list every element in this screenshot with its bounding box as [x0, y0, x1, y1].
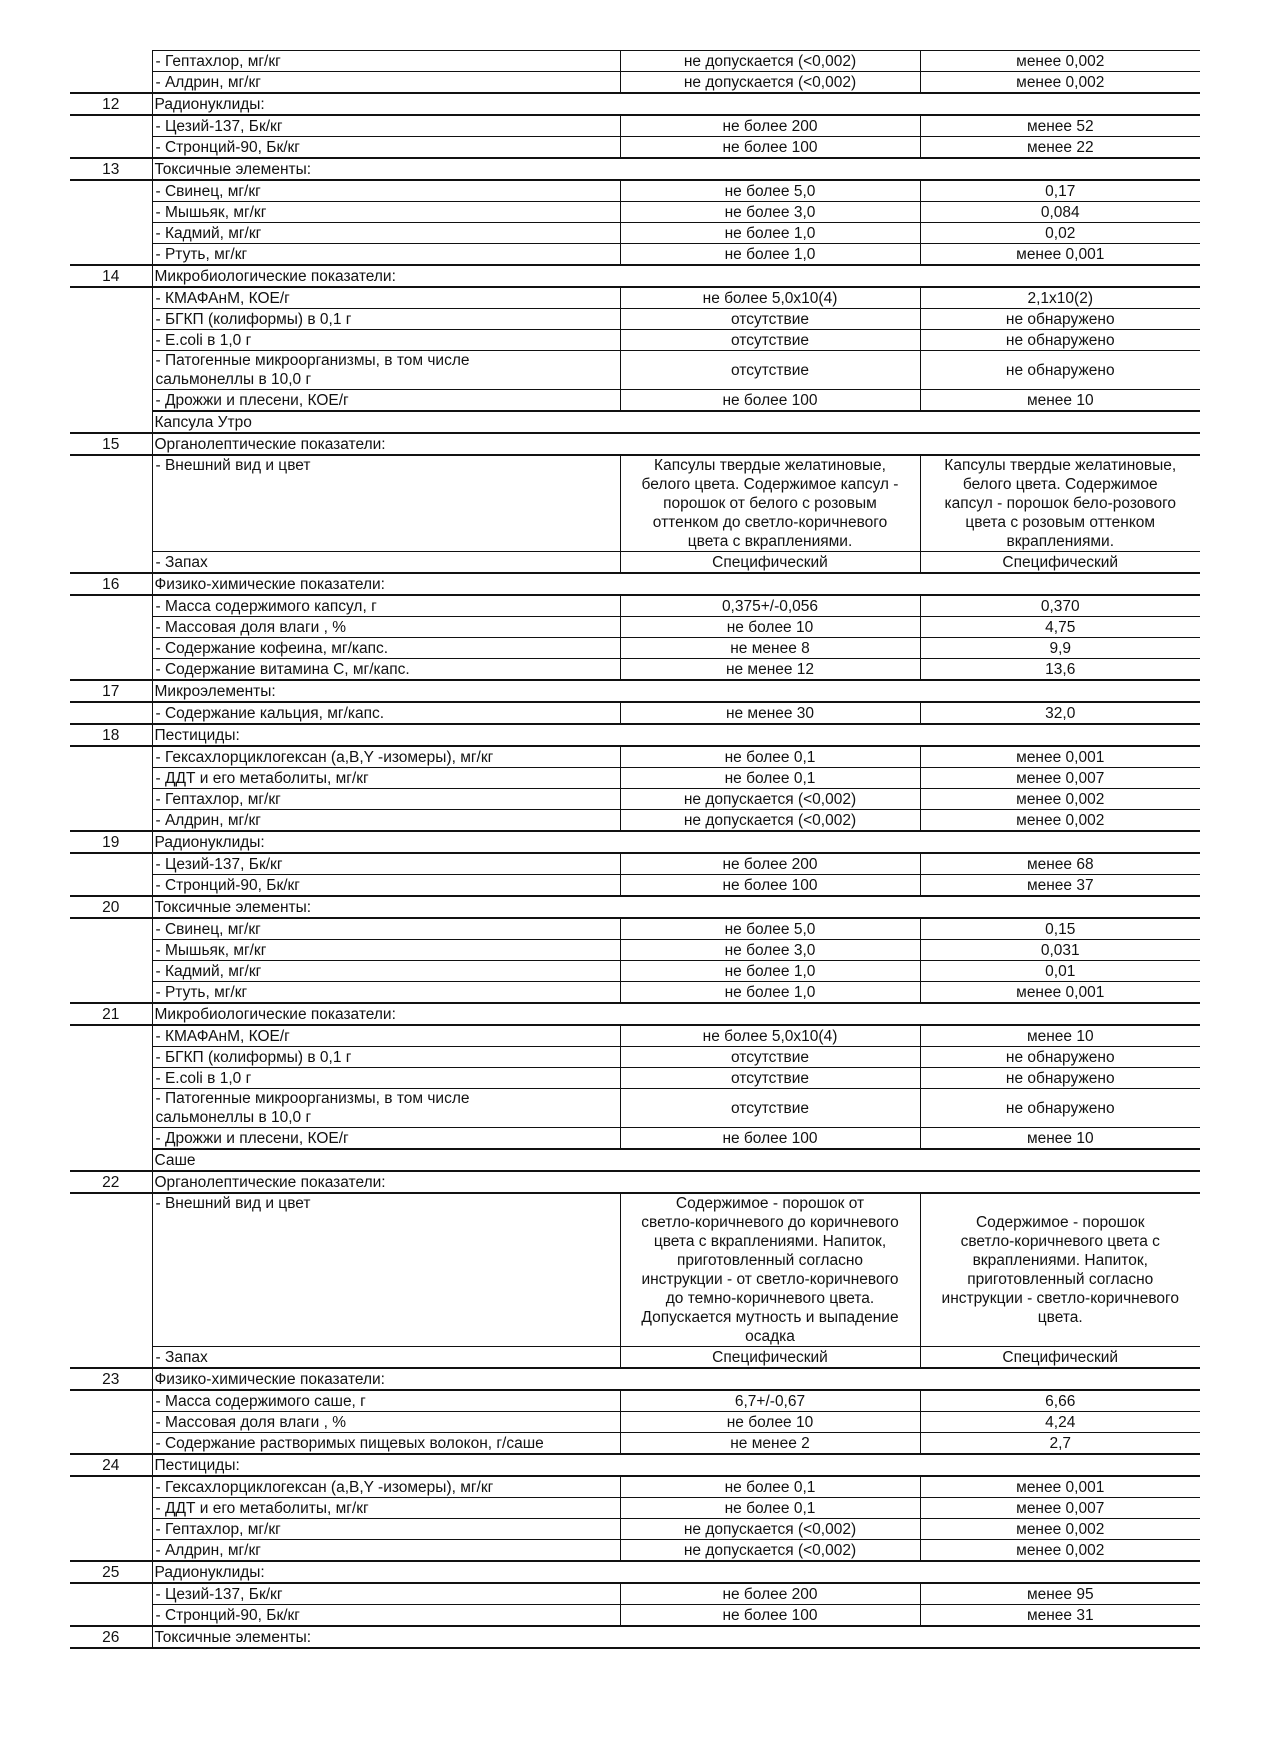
table-row	[70, 875, 1200, 897]
table-row	[70, 51, 1200, 72]
norm-cell: Содержимое - порошок от светло-коричневого до коричневого цвета с вкраплениями. Напиток, приготовленный согласно инструкции - от светло-коричневого до темно-коричневого цвета. Допускается мутность и выпадение осадка	[620, 1193, 920, 1347]
section-row	[70, 680, 1200, 702]
indicator-name-cell: - Запах	[152, 1347, 620, 1369]
table-row	[70, 1089, 1200, 1128]
section-title-cell: Микробиологические показатели:	[152, 1003, 1200, 1025]
indicator-name-cell: - Ртуть, мг/кг	[152, 982, 620, 1004]
section-row	[70, 1171, 1200, 1193]
row-number-cell	[70, 1193, 152, 1347]
row-number-cell	[70, 702, 152, 724]
result-cell: менее 0,002	[920, 51, 1200, 72]
result-cell: не обнаружено	[920, 1089, 1200, 1128]
result-cell: Содержимое - порошок светло-коричневого цвета с вкраплениями. Напиток, приготовленный согласно инструкции - светло-коричневого цвета.	[920, 1193, 1200, 1347]
indicator-name-cell: - Стронций-90, Бк/кг	[152, 137, 620, 159]
row-number-cell	[70, 287, 152, 309]
norm-cell: не допускается (<0,002)	[620, 810, 920, 832]
result-cell: менее 95	[920, 1583, 1200, 1605]
row-number-cell	[70, 552, 152, 574]
norm-cell: не более 0,1	[620, 1498, 920, 1519]
table-row	[70, 1433, 1200, 1455]
section-number-cell: 22	[70, 1171, 152, 1193]
section-number-cell: 23	[70, 1368, 152, 1390]
section-title-cell: Радионуклиды:	[152, 93, 1200, 115]
row-number-cell	[70, 875, 152, 897]
row-number-cell	[70, 72, 152, 94]
table-row	[70, 390, 1200, 412]
table-row	[70, 180, 1200, 202]
norm-cell: не более 1,0	[620, 982, 920, 1004]
section-row	[70, 831, 1200, 853]
result-cell: 0,15	[920, 918, 1200, 940]
indicator-name-cell: - Мышьяк, мг/кг	[152, 940, 620, 961]
indicator-name-cell: - Свинец, мг/кг	[152, 918, 620, 940]
table-row	[70, 1068, 1200, 1089]
indicator-name-cell: - Содержание растворимых пищевых волокон, г/саше	[152, 1433, 620, 1455]
row-number-cell	[70, 223, 152, 244]
norm-cell: не более 5,0x10(4)	[620, 287, 920, 309]
indicator-name-cell: - Гептахлор, мг/кг	[152, 1519, 620, 1540]
norm-cell: не более 3,0	[620, 940, 920, 961]
table-row	[70, 115, 1200, 137]
norm-cell: не более 1,0	[620, 244, 920, 266]
result-cell: 2,7	[920, 1433, 1200, 1455]
table-row	[70, 72, 1200, 94]
section-number-cell: 18	[70, 724, 152, 746]
row-number-cell	[70, 1412, 152, 1433]
section-title-cell: Микроэлементы:	[152, 680, 1200, 702]
section-title-cell: Радионуклиды:	[152, 831, 1200, 853]
section-number-cell: 25	[70, 1561, 152, 1583]
indicator-name-cell: - Алдрин, мг/кг	[152, 72, 620, 94]
row-number-cell	[70, 1519, 152, 1540]
row-number-cell	[70, 810, 152, 832]
table-row	[70, 853, 1200, 875]
row-number-cell	[70, 1583, 152, 1605]
section-row	[70, 1454, 1200, 1476]
indicator-name-cell: - Гексахлорциклогексан (а,В,Y -изомеры), мг/кг	[152, 1476, 620, 1498]
norm-cell: не более 5,0	[620, 180, 920, 202]
product-group-row	[70, 411, 1200, 433]
table-row	[70, 810, 1200, 832]
table-row	[70, 244, 1200, 266]
section-row	[70, 573, 1200, 595]
result-cell: 0,370	[920, 595, 1200, 617]
row-number-cell	[70, 1476, 152, 1498]
row-number-cell	[70, 390, 152, 412]
row-number-cell	[70, 1347, 152, 1369]
norm-cell: 0,375+/-0,056	[620, 595, 920, 617]
indicator-name-cell: - Внешний вид и цвет	[152, 1193, 620, 1347]
table-row	[70, 1025, 1200, 1047]
indicator-name-cell: - Свинец, мг/кг	[152, 180, 620, 202]
norm-cell: не более 0,1	[620, 768, 920, 789]
section-number-cell: 15	[70, 433, 152, 455]
row-number-cell	[70, 51, 152, 72]
norm-cell: отсутствие	[620, 1047, 920, 1068]
table-row	[70, 455, 1200, 552]
section-title-cell: Физико-химические показатели:	[152, 573, 1200, 595]
row-number-cell	[70, 202, 152, 223]
row-number-cell	[70, 1605, 152, 1627]
table-row	[70, 746, 1200, 768]
norm-cell: не менее 30	[620, 702, 920, 724]
table-row	[70, 552, 1200, 574]
indicator-name-cell: - БГКП (колиформы) в 0,1 г	[152, 309, 620, 330]
product-group-title: Саше	[152, 1149, 1200, 1171]
row-number-cell	[70, 982, 152, 1004]
table-row	[70, 1128, 1200, 1150]
row-number-cell	[70, 115, 152, 137]
row-number-cell	[70, 638, 152, 659]
section-title-cell: Токсичные элементы:	[152, 158, 1200, 180]
norm-cell: отсутствие	[620, 1068, 920, 1089]
result-cell: менее 0,001	[920, 982, 1200, 1004]
section-title-cell: Пестициды:	[152, 1454, 1200, 1476]
table-row	[70, 330, 1200, 351]
indicator-name-cell: - Цезий-137, Бк/кг	[152, 1583, 620, 1605]
indicator-name-cell: - Массовая доля влаги , %	[152, 1412, 620, 1433]
result-cell: менее 0,002	[920, 72, 1200, 94]
section-row	[70, 1561, 1200, 1583]
section-number-cell: 26	[70, 1626, 152, 1648]
indicator-name-cell: - Патогенные микроорганизмы, в том числе сальмонеллы в 10,0 г	[152, 351, 620, 390]
indicator-name-cell: - Гептахлор, мг/кг	[152, 789, 620, 810]
result-cell: менее 0,002	[920, 789, 1200, 810]
table-row	[70, 768, 1200, 789]
row-number-cell	[70, 1128, 152, 1150]
norm-cell: не допускается (<0,002)	[620, 51, 920, 72]
result-cell: Капсулы твердые желатиновые, белого цвета. Содержимое капсул - порошок бело-розового цвета с розовым оттенком вкраплениями.	[920, 455, 1200, 552]
norm-cell: не более 1,0	[620, 961, 920, 982]
row-number-cell	[70, 455, 152, 552]
table-row	[70, 1498, 1200, 1519]
norm-cell: не более 10	[620, 617, 920, 638]
norm-cell: не более 100	[620, 1128, 920, 1150]
norm-cell: 6,7+/-0,67	[620, 1390, 920, 1412]
result-cell: 4,24	[920, 1412, 1200, 1433]
result-cell: 0,17	[920, 180, 1200, 202]
row-number-cell	[70, 918, 152, 940]
indicator-name-cell: - Патогенные микроорганизмы, в том числе сальмонеллы в 10,0 г	[152, 1089, 620, 1128]
result-cell: 2,1x10(2)	[920, 287, 1200, 309]
result-cell: менее 0,001	[920, 244, 1200, 266]
section-row	[70, 1368, 1200, 1390]
table-row	[70, 789, 1200, 810]
indicator-name-cell: - E.coli в 1,0 г	[152, 1068, 620, 1089]
result-cell: не обнаружено	[920, 1047, 1200, 1068]
indicator-name-cell: - БГКП (колиформы) в 0,1 г	[152, 1047, 620, 1068]
table-row	[70, 1412, 1200, 1433]
result-cell: Специфический	[920, 552, 1200, 574]
indicator-name-cell: - Стронций-90, Бк/кг	[152, 1605, 620, 1627]
result-cell: менее 0,001	[920, 746, 1200, 768]
norm-cell: не более 1,0	[620, 223, 920, 244]
table-row	[70, 1605, 1200, 1627]
norm-cell: не более 100	[620, 875, 920, 897]
result-cell: не обнаружено	[920, 1068, 1200, 1089]
section-title-cell: Физико-химические показатели:	[152, 1368, 1200, 1390]
norm-cell: не более 3,0	[620, 202, 920, 223]
indicator-name-cell: - Содержание кальция, мг/капс.	[152, 702, 620, 724]
indicator-name-cell: - Алдрин, мг/кг	[152, 1540, 620, 1562]
row-number-cell	[70, 1540, 152, 1562]
section-number-cell: 16	[70, 573, 152, 595]
table-row	[70, 309, 1200, 330]
result-cell: 9,9	[920, 638, 1200, 659]
norm-cell: отсутствие	[620, 351, 920, 390]
norm-cell: Капсулы твердые желатиновые, белого цвета. Содержимое капсул - порошок от белого с розовым оттенком до светло-коричневого цвета с вкраплениями.	[620, 455, 920, 552]
norm-cell: не допускается (<0,002)	[620, 72, 920, 94]
norm-cell: не более 5,0x10(4)	[620, 1025, 920, 1047]
product-group-row	[70, 1149, 1200, 1171]
section-row	[70, 1626, 1200, 1648]
result-cell: менее 0,002	[920, 1519, 1200, 1540]
norm-cell: не более 200	[620, 1583, 920, 1605]
norm-cell: не менее 12	[620, 659, 920, 681]
norm-cell: не более 10	[620, 1412, 920, 1433]
row-number-cell	[70, 746, 152, 768]
row-number-cell	[70, 137, 152, 159]
indicator-name-cell: - Содержание витамина С, мг/капс.	[152, 659, 620, 681]
indicator-name-cell: - КМАФАнМ, КОЕ/г	[152, 1025, 620, 1047]
row-number-cell	[70, 659, 152, 681]
indicator-name-cell: - Кадмий, мг/кг	[152, 223, 620, 244]
norm-cell: не более 100	[620, 137, 920, 159]
table-body	[70, 51, 1200, 1649]
section-row	[70, 433, 1200, 455]
section-number-cell: 19	[70, 831, 152, 853]
table-row	[70, 137, 1200, 159]
result-cell: менее 10	[920, 1128, 1200, 1150]
section-number-cell: 21	[70, 1003, 152, 1025]
norm-cell: не более 200	[620, 115, 920, 137]
indicator-name-cell: - Стронций-90, Бк/кг	[152, 875, 620, 897]
section-row	[70, 1003, 1200, 1025]
indicator-name-cell: - E.coli в 1,0 г	[152, 330, 620, 351]
row-number-cell	[70, 1025, 152, 1047]
result-cell: не обнаружено	[920, 309, 1200, 330]
row-number-cell	[70, 595, 152, 617]
table-row	[70, 1519, 1200, 1540]
table-row	[70, 1193, 1200, 1347]
section-title-cell: Радионуклиды:	[152, 1561, 1200, 1583]
indicator-name-cell: - Внешний вид и цвет	[152, 455, 620, 552]
norm-cell: не более 0,1	[620, 1476, 920, 1498]
section-row	[70, 93, 1200, 115]
result-cell: 13,6	[920, 659, 1200, 681]
result-cell: менее 0,002	[920, 810, 1200, 832]
row-number-cell	[70, 1433, 152, 1455]
norm-cell: не более 200	[620, 853, 920, 875]
norm-cell: отсутствие	[620, 309, 920, 330]
result-cell: 4,75	[920, 617, 1200, 638]
norm-cell: не допускается (<0,002)	[620, 789, 920, 810]
section-number-cell: 12	[70, 93, 152, 115]
indicator-name-cell: - Ртуть, мг/кг	[152, 244, 620, 266]
result-cell: менее 22	[920, 137, 1200, 159]
norm-cell: не более 5,0	[620, 918, 920, 940]
row-number-cell	[70, 768, 152, 789]
row-number-cell	[70, 1068, 152, 1089]
row-number-cell	[70, 411, 152, 433]
section-title-cell: Токсичные элементы:	[152, 896, 1200, 918]
result-cell: менее 0,007	[920, 768, 1200, 789]
result-cell: 32,0	[920, 702, 1200, 724]
table-row	[70, 617, 1200, 638]
result-cell: менее 37	[920, 875, 1200, 897]
table-row	[70, 659, 1200, 681]
row-number-cell	[70, 351, 152, 390]
row-number-cell	[70, 1498, 152, 1519]
table-row	[70, 702, 1200, 724]
indicator-name-cell: - Дрожжи и плесени, КОЕ/г	[152, 1128, 620, 1150]
result-cell: менее 68	[920, 853, 1200, 875]
result-cell: менее 10	[920, 390, 1200, 412]
row-number-cell	[70, 853, 152, 875]
table-row	[70, 918, 1200, 940]
table-row	[70, 595, 1200, 617]
section-row	[70, 265, 1200, 287]
row-number-cell	[70, 617, 152, 638]
section-number-cell: 20	[70, 896, 152, 918]
row-number-cell	[70, 1047, 152, 1068]
table-row	[70, 1390, 1200, 1412]
indicator-name-cell: - Кадмий, мг/кг	[152, 961, 620, 982]
section-title-cell: Пестициды:	[152, 724, 1200, 746]
indicator-name-cell: - Мышьяк, мг/кг	[152, 202, 620, 223]
test-results-table	[70, 50, 1200, 1649]
norm-cell: отсутствие	[620, 330, 920, 351]
result-cell: менее 52	[920, 115, 1200, 137]
result-cell: 0,031	[920, 940, 1200, 961]
result-cell: не обнаружено	[920, 330, 1200, 351]
section-number-cell: 13	[70, 158, 152, 180]
row-number-cell	[70, 789, 152, 810]
result-cell: 0,02	[920, 223, 1200, 244]
result-cell: менее 0,001	[920, 1476, 1200, 1498]
section-title-cell: Органолептические показатели:	[152, 1171, 1200, 1193]
norm-cell: не допускается (<0,002)	[620, 1540, 920, 1562]
table-row	[70, 287, 1200, 309]
result-cell: не обнаружено	[920, 351, 1200, 390]
norm-cell: не более 100	[620, 1605, 920, 1627]
section-title-cell: Микробиологические показатели:	[152, 265, 1200, 287]
result-cell: менее 0,002	[920, 1540, 1200, 1562]
indicator-name-cell: - Массовая доля влаги , %	[152, 617, 620, 638]
section-number-cell: 14	[70, 265, 152, 287]
norm-cell: Специфический	[620, 1347, 920, 1369]
indicator-name-cell: - Гексахлорциклогексан (а,В,Y -изомеры), мг/кг	[152, 746, 620, 768]
indicator-name-cell: - Масса содержимого саше, г	[152, 1390, 620, 1412]
indicator-name-cell: - Алдрин, мг/кг	[152, 810, 620, 832]
row-number-cell	[70, 180, 152, 202]
table-row	[70, 223, 1200, 244]
indicator-name-cell: - КМАФАнМ, КОЕ/г	[152, 287, 620, 309]
result-cell: менее 31	[920, 1605, 1200, 1627]
row-number-cell	[70, 961, 152, 982]
row-number-cell	[70, 940, 152, 961]
table-row	[70, 1583, 1200, 1605]
table-row	[70, 1347, 1200, 1369]
table-row	[70, 1476, 1200, 1498]
product-group-title: Капсула Утро	[152, 411, 1200, 433]
norm-cell: не более 100	[620, 390, 920, 412]
norm-cell: Специфический	[620, 552, 920, 574]
norm-cell: не менее 8	[620, 638, 920, 659]
table-row	[70, 1047, 1200, 1068]
norm-cell: не допускается (<0,002)	[620, 1519, 920, 1540]
table-row	[70, 940, 1200, 961]
indicator-name-cell: - Содержание кофеина, мг/капс.	[152, 638, 620, 659]
norm-cell: отсутствие	[620, 1089, 920, 1128]
result-cell: 0,084	[920, 202, 1200, 223]
row-number-cell	[70, 1089, 152, 1128]
table-row	[70, 1540, 1200, 1562]
table-row	[70, 982, 1200, 1004]
indicator-name-cell: - Цезий-137, Бк/кг	[152, 115, 620, 137]
section-number-cell: 17	[70, 680, 152, 702]
row-number-cell	[70, 1149, 152, 1171]
section-row	[70, 158, 1200, 180]
indicator-name-cell: - ДДТ и его метаболиты, мг/кг	[152, 1498, 620, 1519]
indicator-name-cell: - Гептахлор, мг/кг	[152, 51, 620, 72]
indicator-name-cell: - Масса содержимого капсул, г	[152, 595, 620, 617]
table-row	[70, 638, 1200, 659]
indicator-name-cell: - Дрожжи и плесени, КОЕ/г	[152, 390, 620, 412]
result-cell: 6,66	[920, 1390, 1200, 1412]
section-title-cell: Токсичные элементы:	[152, 1626, 1200, 1648]
norm-cell: не более 0,1	[620, 746, 920, 768]
section-number-cell: 24	[70, 1454, 152, 1476]
norm-cell: не менее 2	[620, 1433, 920, 1455]
table-row	[70, 351, 1200, 390]
section-title-cell: Органолептические показатели:	[152, 433, 1200, 455]
result-cell: менее 10	[920, 1025, 1200, 1047]
table-row	[70, 202, 1200, 223]
row-number-cell	[70, 1390, 152, 1412]
table-row	[70, 961, 1200, 982]
row-number-cell	[70, 309, 152, 330]
indicator-name-cell: - Цезий-137, Бк/кг	[152, 853, 620, 875]
indicator-name-cell: - Запах	[152, 552, 620, 574]
section-row	[70, 724, 1200, 746]
row-number-cell	[70, 330, 152, 351]
indicator-name-cell: - ДДТ и его метаболиты, мг/кг	[152, 768, 620, 789]
row-number-cell	[70, 244, 152, 266]
result-cell: менее 0,007	[920, 1498, 1200, 1519]
section-row	[70, 896, 1200, 918]
result-cell: Специфический	[920, 1347, 1200, 1369]
result-cell: 0,01	[920, 961, 1200, 982]
